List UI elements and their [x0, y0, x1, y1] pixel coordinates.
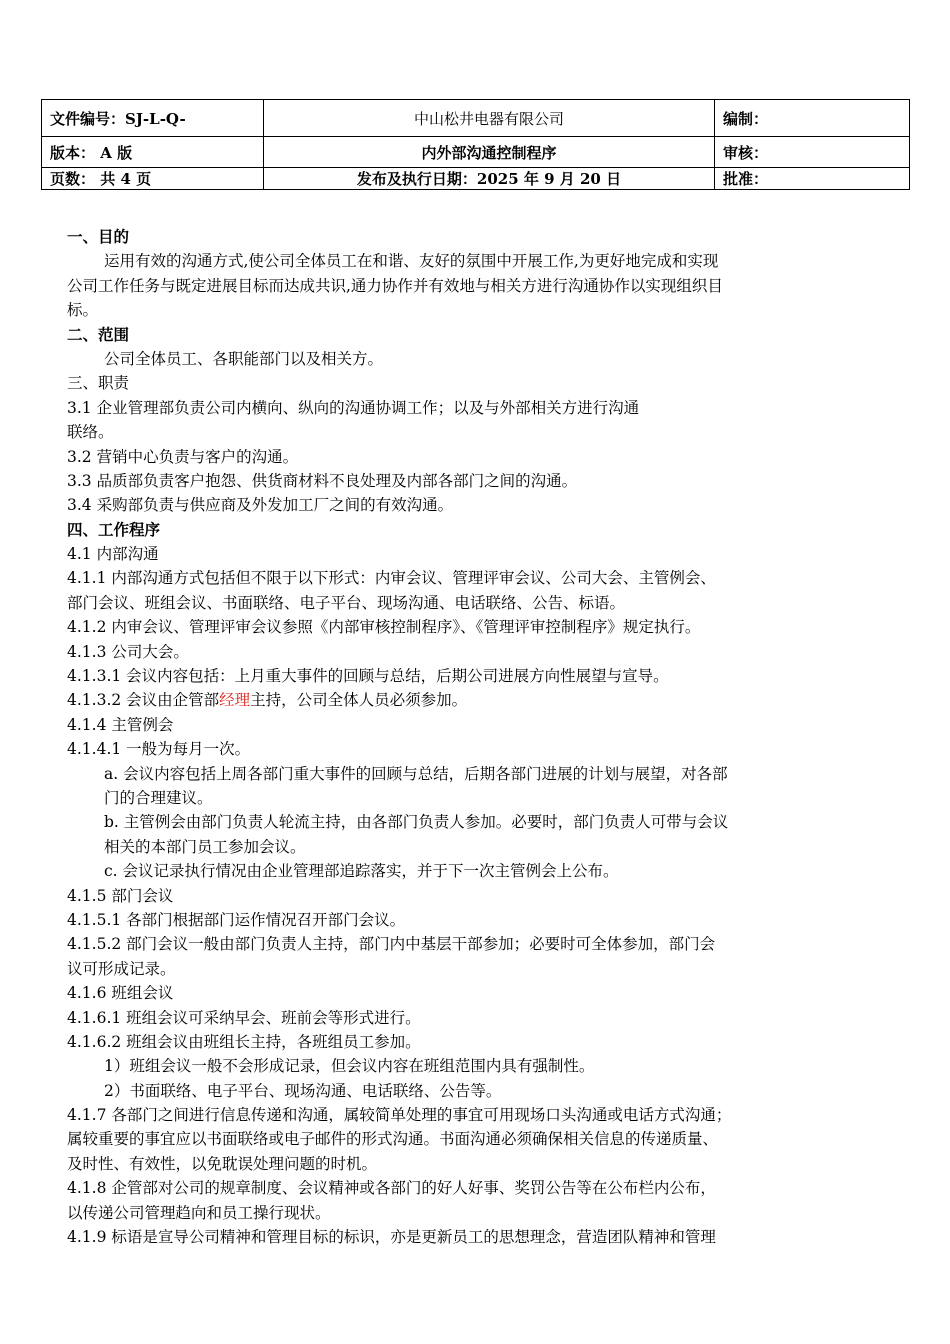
- list-item: 2）书面联络、电子平台、现场沟通、电话联络、公告等。: [104, 1081, 502, 1100]
- paragraph-line: 运用有效的沟通方式,使公司全体员工在和谐、友好的氛围中开展工作,为更好地完成和实现: [104, 252, 719, 271]
- list-item-continuation: 门的合理建议。: [104, 788, 213, 807]
- paragraph-line: 3.3 品质部负责客户抱怨、供货商材料不良处理及内部各部门之间的沟通。: [67, 471, 578, 490]
- approved-by-cell: 批准：: [715, 168, 910, 190]
- highlighted-text: 经理: [219, 691, 251, 710]
- list-item: c. 会议记录执行情况由企业管理部追踪落实，并于下一次主管例会上公布。: [104, 862, 619, 881]
- section-heading: 三、职责: [67, 374, 130, 393]
- document-header-table: [41, 99, 910, 190]
- section-heading: 四、工作程序: [67, 519, 161, 539]
- paragraph-line: 标。: [67, 301, 99, 320]
- paragraph-line: 议可形成记录。: [67, 959, 176, 978]
- paragraph-line: 3.1 企业管理部负责公司内横向、纵向的沟通协调工作；以及与外部相关方进行沟通: [67, 398, 640, 417]
- paragraph-line: 4.1.1 内部沟通方式包括但不限于以下形式：内审会议、管理评审会议、公司大会、主管例会、: [67, 569, 716, 588]
- document-body: [67, 225, 889, 1249]
- version-cell: 版本： A 版: [42, 137, 264, 168]
- paragraph-line: 4.1.5 部门会议: [67, 886, 174, 905]
- paragraph-line: 4.1 内部沟通: [67, 545, 159, 564]
- paragraph-line: 4.1.9 标语是宣导公司精神和管理目标的标识，亦是更新员工的思想理念，营造团队精神和管理: [67, 1228, 716, 1247]
- paragraph-line: [67, 688, 889, 712]
- paragraph-line: 公司工作任务与既定进展目标而达成共识,通力协作并有效地与相关方进行沟通协作以实现组织目: [67, 276, 723, 295]
- prepared-by-cell: 编制：: [715, 100, 910, 137]
- doc-number-cell: 文件编号：SJ-L-Q-: [42, 100, 264, 137]
- paragraph-line: 3.4 采购部负责与供应商及外发加工厂之间的有效沟通。: [67, 496, 454, 515]
- paragraph-line: 4.1.5.2 部门会议一般由部门负责人主持，部门内中基层干部参加；必要时可全体参加，部门会: [67, 935, 716, 954]
- paragraph-line: 4.1.6.2 班组会议由班组长主持，各班组员工参加。: [67, 1032, 421, 1051]
- paragraph-line: 3.2 营销中心负责与客户的沟通。: [67, 447, 299, 466]
- paragraph-line: 公司全体员工、各职能部门以及相关方。: [104, 349, 384, 368]
- paragraph-line: 4.1.2 内审会议、管理评审会议参照《内部审核控制程序》、《管理评审控制程序》规定执行。: [67, 618, 701, 637]
- paragraph-line: 及时性、有效性，以免耽误处理问题的时机。: [67, 1154, 378, 1173]
- paragraph-line: 联络。: [67, 423, 114, 442]
- paragraph-line: 部门会议、班组会议、书面联络、电子平台、现场沟通、电话联络、公告、标语。: [67, 593, 626, 612]
- list-item: 1）班组会议一般不会形成记录，但会议内容在班组范围内具有强制性。: [104, 1057, 595, 1076]
- paragraph-line: 4.1.6 班组会议: [67, 984, 174, 1003]
- list-item: a. 会议内容包括上周各部门重大事件的回顾与总结，后期各部门进展的计划与展望，对各部: [104, 764, 728, 783]
- page-count-cell: 页数： 共 4 页: [42, 168, 264, 190]
- text-span: 主持，公司全体人员必须参加。: [250, 691, 468, 710]
- reviewed-by-cell: 审核：: [715, 137, 910, 168]
- list-item: b. 主管例会由部门负责人轮流主持，由各部门负责人参加。必要时，部门负责人可带与会议: [104, 813, 729, 832]
- section-heading: 二、范围: [67, 324, 130, 344]
- list-item-continuation: 相关的本部门员工参加会议。: [104, 837, 306, 856]
- paragraph-line: 4.1.3.1 会议内容包括：上月重大事件的回顾与总结，后期公司进展方向性展望与宣导。: [67, 667, 669, 686]
- paragraph-line: 4.1.4 主管例会: [67, 715, 174, 734]
- paragraph-line: 4.1.8 企管部对公司的规章制度、会议精神或各部门的好人好事、奖罚公告等在公布栏内公布，: [67, 1179, 716, 1198]
- section-heading: 一、目的: [67, 227, 130, 246]
- company-name-cell: 中山松井电器有限公司: [264, 100, 715, 137]
- issue-date-cell: 发布及执行日期：2025 年 9 月 20 日: [264, 168, 715, 190]
- paragraph-line: 4.1.3 公司大会。: [67, 642, 189, 661]
- paragraph-line: 4.1.7 各部门之间进行信息传递和沟通，属较简单处理的事宜可用现场口头沟通或电话方式沟通；: [67, 1106, 732, 1125]
- paragraph-line: 属较重要的事宜应以书面联络或电子邮件的形式沟通。书面沟通必须确保相关信息的传递质量、: [67, 1130, 719, 1149]
- paragraph-line: 以传递公司管理趋向和员工操行现状。: [67, 1203, 331, 1222]
- paragraph-line: 4.1.6.1 班组会议可采纳早会、班前会等形式进行。: [67, 1008, 421, 1027]
- paragraph-line: 4.1.4.1 一般为每月一次。: [67, 740, 251, 759]
- text-span: 4.1.3.2 会议由企管部: [67, 691, 220, 710]
- paragraph-line: 4.1.5.1 各部门根据部门运作情况召开部门会议。: [67, 910, 406, 929]
- document-title-cell: 内外部沟通控制程序: [264, 137, 715, 168]
